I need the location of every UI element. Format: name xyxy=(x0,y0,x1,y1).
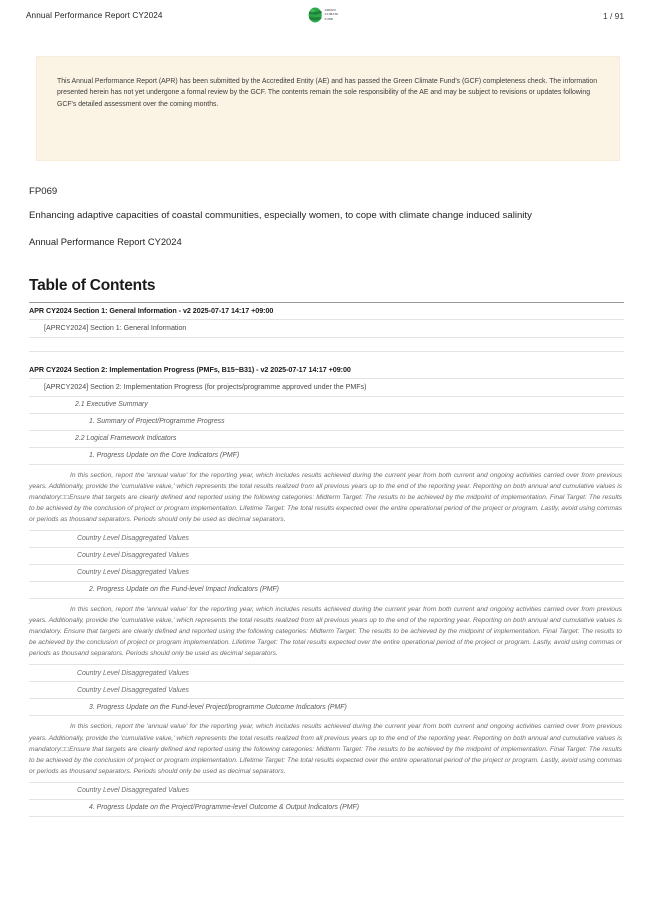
toc-heading: Table of Contents xyxy=(29,276,156,294)
toc-guidance-paragraph xyxy=(29,599,624,665)
toc-guidance-paragraph xyxy=(29,465,624,531)
toc-entry[interactable] xyxy=(29,582,624,599)
toc-entry[interactable] xyxy=(29,682,624,699)
toc-entry-label: 4. Progress Update on the Project/Programme-level Outcome & Output Indicators (PMF) xyxy=(89,804,359,812)
globe-icon xyxy=(308,7,323,23)
toc-entry-label: [APRCY2024] Section 1: General Information xyxy=(44,324,187,332)
toc-entry-label: Country Level Disaggregated Values xyxy=(77,686,189,694)
toc-entry[interactable] xyxy=(29,548,624,565)
toc-entry[interactable] xyxy=(29,565,624,582)
logo-wordmark xyxy=(325,9,339,21)
toc-entry[interactable] xyxy=(29,320,624,338)
toc-entry[interactable] xyxy=(29,699,624,716)
page-header xyxy=(0,0,646,34)
report-title-block xyxy=(29,185,620,249)
toc-entry[interactable] xyxy=(29,448,624,465)
toc-entry-label: Country Level Disaggregated Values xyxy=(77,787,189,795)
toc-entry[interactable] xyxy=(29,379,624,397)
toc-entry[interactable] xyxy=(29,397,624,414)
toc-entry-label: In this section, report the 'annual value' for the reporting year, which includes results achieved during the current year from both current and ongoing activities carried over from previous years. Additionally, provide the 'cumulative value,' which represents the total results realized from all previous years up to the end of the reporting year. Reporting on both annual and cumulative values is mandatory□□Ensure that targets are clearly defined and reported using the following categories: Midterm Target: The results to be achieved by the midpoint of implementation. Final Target: The results to be achieved by the conclusion of project or program implementation. Lifetime Target: The total results expected over the entire operational period of the project or program. Lastly, avoid using commas or periods as thousand separators. Periods should only be used as decimal separators. xyxy=(29,471,622,523)
toc-entry-label: Country Level Disaggregated Values xyxy=(77,669,189,677)
report-subtitle: Annual Performance Report CY2024 xyxy=(29,235,182,247)
missing-glyph: □ xyxy=(64,745,70,753)
toc-entry-label: Country Level Disaggregated Values xyxy=(77,569,189,577)
toc-entry-label: APR CY2024 Section 1: General Information - v2 2025-07-17 14:17 +09:00 xyxy=(29,306,274,315)
project-code: FP069 xyxy=(29,186,58,197)
missing-glyph: □ xyxy=(64,493,70,501)
toc-section-header[interactable] xyxy=(29,362,624,379)
toc-entry[interactable] xyxy=(29,665,624,682)
toc-entry-label: 2. Progress Update on the Fund-level Impact Indicators (PMF) xyxy=(89,586,279,594)
toc-entry-label: 3. Progress Update on the Fund-level Project/programme Outcome Indicators (PMF) xyxy=(89,703,347,711)
toc-entry[interactable] xyxy=(29,531,624,548)
missing-glyph: □ xyxy=(60,745,65,753)
toc-entry-label: [APRCY2024] Section 2: Implementation Progress (for projects/programme approved under the PMFs) xyxy=(44,383,367,391)
toc-entry-label: 2.1 Executive Summary xyxy=(75,401,148,408)
toc-entry-label: Country Level Disaggregated Values xyxy=(77,552,189,560)
toc-entry-label: Country Level Disaggregated Values xyxy=(77,535,189,543)
submission-notice-box xyxy=(36,56,620,161)
toc-entry-label: In this section, report the 'annual value' for the reporting year, which includes results achieved during the current year from both current and ongoing activities carried over from previous years. Additionally, provide the 'cumulative value,' which represents the total results realized from all previous years up to the end of the reporting year. Reporting on both annual and cumulative values is mandatory□□Ensure that targets are clearly defined and reported using the following categories: Midterm Target: The results to be achieved by the midpoint of implementation. Final Target: The results to be achieved by the conclusion of project or program implementation. Lifetime Target: The total results expected over the entire operational period of the project or program. Lastly, avoid using commas or periods as thousand separators. Periods should only be used as decimal separators. xyxy=(29,723,622,775)
header-document-label: Annual Performance Report CY2024 xyxy=(26,11,163,20)
submission-notice-text: This Annual Performance Report (APR) has been submitted by the Accredited Entity (AE) and has passed the Green Climate Fund's (GCF) completeness check. The information presented herein has not yet undergone a formal review by the GCF. The contents remain the sole responsibility of the AE and may be subject to revisions or updates following GCF's detailed assessment over the coming months. xyxy=(57,78,598,108)
logo-line-1: GREEN xyxy=(324,8,336,13)
toc-entry[interactable] xyxy=(29,783,624,800)
table-of-contents xyxy=(29,277,624,817)
toc-guidance-paragraph xyxy=(29,716,624,782)
logo-line-2: CLIMATE xyxy=(324,12,339,17)
toc-row-spacer xyxy=(29,338,624,352)
toc-entry[interactable] xyxy=(29,431,624,448)
toc-section-header[interactable] xyxy=(29,303,624,320)
toc-entry[interactable] xyxy=(29,800,624,817)
green-climate-fund-logo xyxy=(308,7,339,23)
toc-entry-list xyxy=(29,303,624,817)
toc-entry-label: APR CY2024 Section 2: Implementation Progress (PMFs, B15~B31) - v2 2025-07-17 14:17 +09:00 xyxy=(29,365,351,374)
toc-entry-label: 1. Progress Update on the Core Indicators (PMF) xyxy=(89,452,240,459)
toc-entry-label: 2.2 Logical Framework Indicators xyxy=(75,435,177,442)
page-indicator: 1 / 91 xyxy=(603,11,624,21)
missing-glyph: □ xyxy=(60,493,65,501)
toc-entry-label: 1. Summary of Project/Programme Progress xyxy=(89,418,225,425)
toc-entry-label: In this section, report the 'annual value' for the reporting year, which includes results achieved during the current year from both current and ongoing activities carried over from previous years. Additionally, provide the 'cumulative value,' which represents the total results realized from all previous years up to the end of the reporting year. Reporting on both annual and cumulative values is mandatory. Ensure that targets are clearly defined and reported using the following categories: Midterm Target: The results to be achieved by the midpoint of implementation. Final Target: The results to be achieved by the conclusion of project or program implementation. Lifetime Target: The total results expected over the entire operational period of the project or program. Lastly, avoid using commas or periods as thousand separators. Periods should only be used as decimal separators. xyxy=(29,605,622,658)
toc-row-spacer xyxy=(29,352,624,362)
project-title: Enhancing adaptive capacities of coastal communities, especially women, to cope with climate change induced salinity xyxy=(29,210,532,221)
logo-line-3: FUND xyxy=(324,16,334,21)
toc-entry[interactable] xyxy=(29,414,624,431)
